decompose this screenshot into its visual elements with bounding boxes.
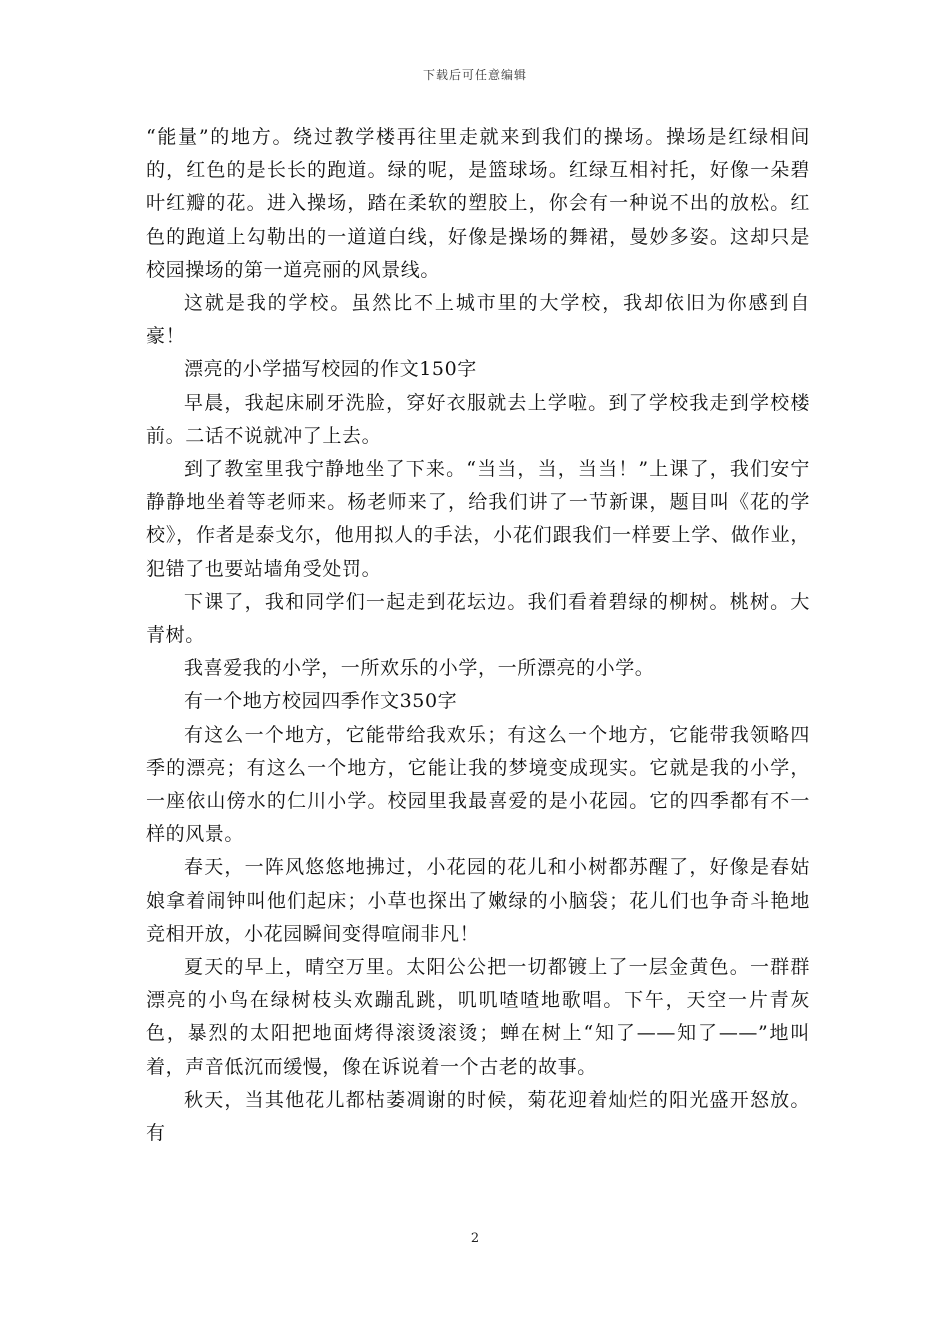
paragraph-4: 早晨，我起床刷牙洗脸，穿好衣服就去上学啦。到了学校我走到学校楼前。二话不说就冲了上去。 bbox=[146, 391, 810, 447]
page-header: 下载后可任意编辑 bbox=[422, 68, 527, 82]
paragraph-9: 有这么一个地方，它能带给我欢乐；有这么一个地方，它能带我领略四季的漂亮；有这么一个地方，它能让我的梦境变成现实。它就是我的小学，一座依山傍水的仁川小学。校园里我最喜爱的是小花园。它的四季都有不一样的风景。 bbox=[146, 723, 810, 846]
paragraph-7: 我喜爱我的小学，一所欢乐的小学，一所漂亮的小学。 bbox=[184, 657, 655, 680]
paragraph-summer: 夏天的早上，晴空万里。太阳公公把一切都镀上了一层金黄色。一群群漂亮的小鸟在绿树枝头欢蹦乱跳，叽叽喳喳地歌唱。下午，天空一片青灰色，暴烈的太阳把地面烤得滚烫滚烫；蝉在树上“知了——知了——”地叫着，声音低沉而缓慢，像在诉说着一个古老的故事。 bbox=[146, 956, 810, 1078]
paragraph-spring: 春天，一阵风悠悠地拂过，小花园的花儿和小树都苏醒了，好像是春姑娘拿着闹钟叫他们起床；小草也探出了嫩绿的小脑袋；花儿们也争奇斗艳地竞相开放，小花园瞬间变得喧闹非凡！ bbox=[146, 856, 810, 945]
paragraph-autumn: 秋天，当其他花儿都枯萎凋谢的时候，菊花迎着灿烂的阳光盛开怒放。有 bbox=[146, 1088, 810, 1145]
paragraph-2: 这就是我的学校。虽然比不上城市里的大学校，我却依旧为你感到自豪！ bbox=[146, 292, 810, 348]
paragraph-5: 到了教室里我宁静地坐了下来。“当当，当，当当！”上课了，我们安宁静静地坐着等老师来。杨老师来了，给我们讲了一节新课，题目叫《花的学校》，作者是泰戈尔，他用拟人的手法，小花们跟我们一样要上学、做作业，犯错了也要站墙角受处罚。 bbox=[146, 458, 810, 580]
page-number: 2 bbox=[470, 1231, 480, 1246]
paragraph-1: “能量”的地方。绕过教学楼再往里走就来到我们的操场。操场是红绿相间的，红色的是长长的跑道。绿的呢，是篮球场。红绿互相衬托，好像一朵碧叶红瓣的花。进入操场，踏在柔软的塑胶上，你会有一种说不出的放松。红色的跑道上勾勒出的一道道白线，好像是操场的舞裙，曼妙多姿。这却只是校园操场的第一道亮丽的风景线。 bbox=[146, 126, 810, 281]
document-body bbox=[146, 121, 810, 1150]
essay-title-150: 漂亮的小学描写校园的作文150字 bbox=[184, 358, 477, 381]
essay-title-350: 有一个地方校园四季作文350字 bbox=[184, 690, 458, 713]
paragraph-6: 下课了，我和同学们一起走到花坛边。我们看着碧绿的柳树。桃树。大青树。 bbox=[146, 590, 810, 647]
